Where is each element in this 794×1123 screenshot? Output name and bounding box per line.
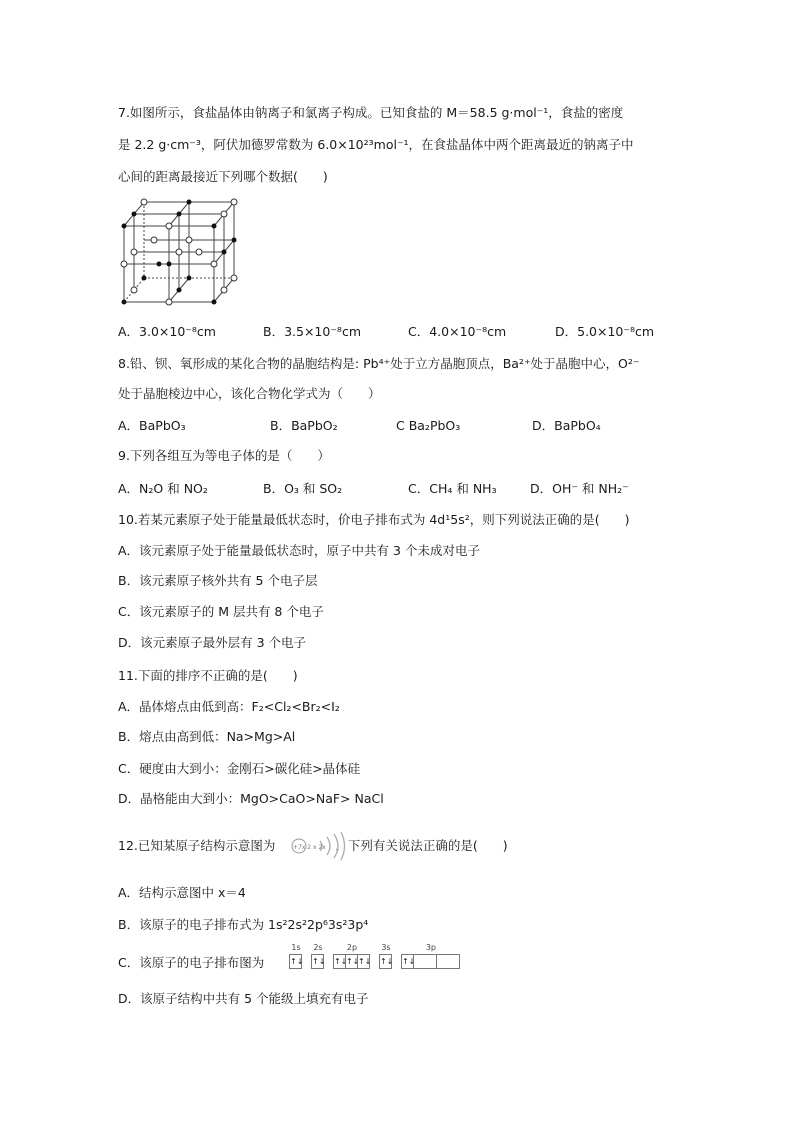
- orbital-2p: 2p ↑↓↑↓↑↓: [334, 944, 370, 969]
- q11-option-b: B．熔点由高到低：Na>Mg>Al: [118, 729, 296, 744]
- q7-option-b: B．3.5×10⁻⁸cm: [263, 324, 361, 339]
- orbital-1s: 1s ↑↓: [290, 944, 302, 969]
- q9-line1: 9.下列各组互为等电子体的是（ ）: [118, 448, 330, 463]
- q12-option-b: B．该原子的电子排布式为 1s²2s²2p⁶3s²3p⁴: [118, 917, 369, 932]
- atom-nucleus-label: +7x 2 x 2x: [293, 844, 326, 851]
- q9-option-a: A．N₂O 和 NO₂: [118, 481, 208, 496]
- orbital-2p-label: 2p: [346, 943, 358, 952]
- q11-option-a: A．晶体熔点由低到高：F₂<Cl₂<Br₂<I₂: [118, 699, 340, 714]
- q7-line2: 是 2.2 g·cm⁻³，阿伏加德罗常数为 6.0×10²³mol⁻¹，在食盐晶体中两个距离最近的钠离子中: [118, 137, 634, 152]
- q10-option-d: D．该元素原子最外层有 3 个电子: [118, 635, 307, 650]
- q11-option-c: C．硬度由大到小：金刚石>碳化硅>晶体硅: [118, 761, 361, 776]
- q10-option-b: B．该元素原子核外共有 5 个电子层: [118, 573, 318, 588]
- q9-option-b: B．O₃ 和 SO₂: [263, 481, 343, 496]
- orbital-3s: 3s ↑↓: [380, 944, 392, 969]
- q9-option-d: D．OH⁻ 和 NH₂⁻: [530, 481, 629, 496]
- q12-option-a: A．结构示意图中 x＝4: [118, 885, 246, 900]
- q10-option-c: C．该元素原子的 M 层共有 8 个电子: [118, 604, 324, 619]
- q7-line3: 心间的距离最接近下列哪个数据( ): [118, 169, 328, 184]
- q10-line1: 10.若某元素原子处于能量最低状态时，价电子排布式为 4d¹5s²，则下列说法正确的是( ): [118, 512, 630, 527]
- atom-structure-diagram: [290, 831, 348, 861]
- q12-line1-suffix: ，下列有关说法正确的是( ): [335, 838, 508, 853]
- q7-option-d: D．5.0×10⁻⁸cm: [555, 324, 655, 339]
- orbital-1s-label: 1s: [291, 943, 301, 952]
- orbital-2s: 2s ↑↓: [312, 944, 324, 969]
- q12-option-c: C．该原子的电子排布图为: [118, 955, 265, 970]
- q11-line1: 11.下面的排序不正确的是( ): [118, 668, 298, 683]
- q11-option-d: D．晶格能由大到小：MgO>CaO>NaF> NaCl: [118, 791, 384, 806]
- q12-option-d: D．该原子结构中共有 5 个能级上填充有电子: [118, 991, 369, 1006]
- q8-option-b: B．BaPbO₂: [270, 418, 338, 433]
- q7-option-c: C．4.0×10⁻⁸cm: [408, 324, 507, 339]
- q8-option-a: A．BaPbO₃: [118, 418, 186, 433]
- orbital-2s-label: 2s: [313, 943, 323, 952]
- q8-option-d: D．BaPbO₄: [532, 418, 601, 433]
- q8-line1: 8.铅、钡、氧形成的某化合物的晶胞结构是: Pb⁴⁺处于立方晶胞顶点，Ba²⁺处于晶胞中心，O²⁻: [118, 356, 640, 371]
- orbital-3p: 3p ↑↓: [402, 944, 460, 969]
- q10-option-a: A．该元素原子处于能量最低状态时，原子中共有 3 个未成对电子: [118, 543, 480, 558]
- q12-line1-prefix: 12.已知某原子结构示意图为: [118, 838, 276, 853]
- q7-line1: 7.如图所示，食盐晶体由钠离子和氯离子构成。已知食盐的 M＝58.5 g·mol⁻¹，食盐的密度: [118, 105, 624, 120]
- orbital-3s-label: 3s: [381, 943, 391, 952]
- orbital-diagram: [290, 944, 466, 969]
- orbital-3p-label: 3p: [425, 943, 437, 952]
- q7-option-a: A．3.0×10⁻⁸cm: [118, 324, 216, 339]
- q8-line2: 处于晶胞棱边中心，该化合物化学式为（ ）: [118, 386, 381, 401]
- nacl-crystal-figure: [118, 196, 240, 308]
- q8-option-c: C Ba₂PbO₃: [396, 418, 461, 433]
- q9-option-c: C．CH₄ 和 NH₃: [408, 481, 497, 496]
